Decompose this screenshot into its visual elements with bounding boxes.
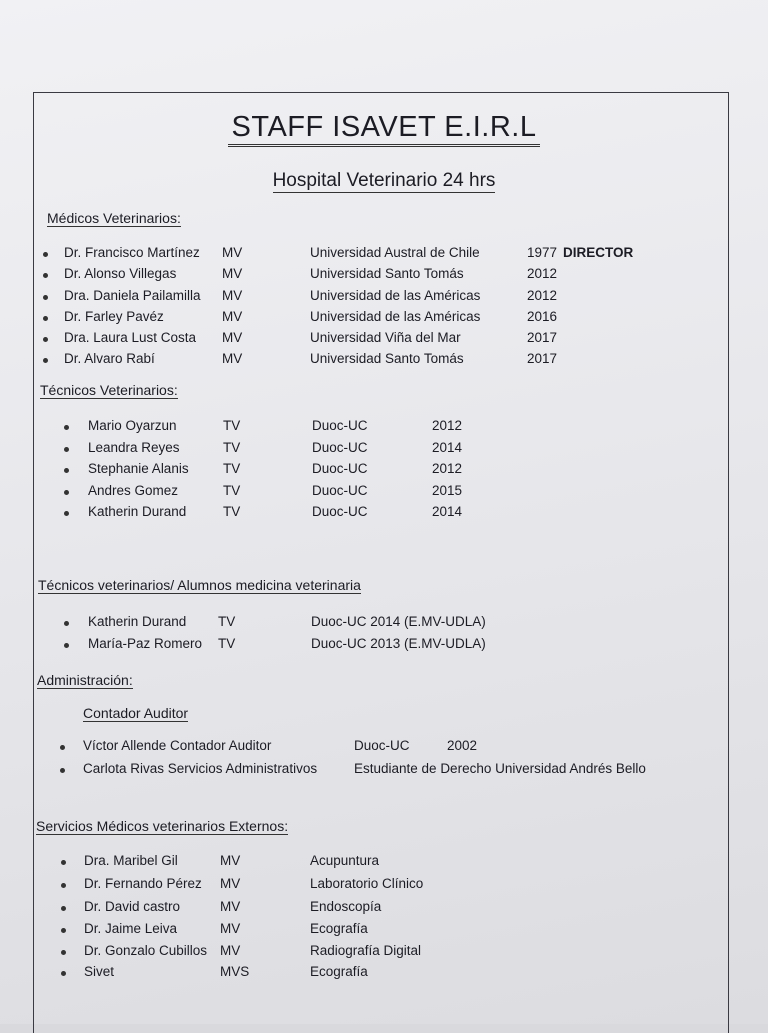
staff-school: Universidad Santo Tomás [310,351,464,366]
staff-school: Universidad Santo Tomás [310,266,464,281]
staff-name: Dr. Fernando Pérez [84,876,202,891]
staff-year: 2014 [432,440,463,455]
bullet-icon [61,906,66,911]
staff-school: Duoc-UC [312,440,368,455]
staff-year: 2014 [432,504,463,519]
staff-name: Dr. Alonso Villegas [64,266,177,281]
staff-title: MV [222,245,243,260]
bullet-icon [64,621,69,626]
subheader-contador-auditor: Contador Auditor [83,705,189,721]
staff-title: TV [223,504,241,519]
staff-service: Ecografía [310,921,368,936]
bullet-icon [61,860,66,865]
staff-name: Katherin Durand [88,504,187,519]
bullet-icon [64,468,69,473]
staff-year: 2012 [527,266,558,281]
staff-detail: Duoc-UC 2014 (E.MV-UDLA) [311,614,486,629]
bullet-icon [43,316,48,321]
staff-title: MV [220,921,241,936]
staff-name: Andres Gomez [88,483,179,498]
staff-year: 2012 [527,288,558,303]
staff-service: Acupuntura [310,853,380,868]
staff-name: Dra. Daniela Pailamilla [64,288,201,303]
staff-name: Carlota Rivas Servicios Administrativos [83,761,318,776]
section-header-medicos: Médicos Veterinarios: [47,210,181,226]
staff-school: Duoc-UC [312,418,368,433]
staff-name: Dr. Alvaro Rabí [64,351,155,366]
staff-name: Dr. Francisco Martínez [64,245,200,260]
staff-detail: Duoc-UC 2013 (E.MV-UDLA) [311,636,486,651]
staff-name: Dra. Laura Lust Costa [64,330,197,345]
staff-school: Duoc-UC [312,504,368,519]
staff-detail: Duoc-UC [354,738,410,753]
staff-name: Sivet [84,964,115,979]
staff-title: TV [218,614,236,629]
staff-title: MV [222,330,243,345]
bullet-icon [43,252,48,257]
staff-year: 2017 [527,351,558,366]
staff-year: 1977 [527,245,558,260]
staff-school: Universidad Viña del Mar [310,330,461,345]
bullet-icon [61,971,66,976]
bullet-icon [60,768,65,773]
bullet-icon [64,643,69,648]
staff-title: MV [220,853,241,868]
staff-year: 2016 [527,309,558,324]
staff-title: MV [222,351,243,366]
document-title: STAFF ISAVET E.I.R.L [0,110,768,147]
bullet-icon [61,928,66,933]
staff-school: Duoc-UC [312,461,368,476]
staff-name: Dr. Farley Pavéz [64,309,164,324]
staff-title: TV [218,636,236,651]
staff-title: MV [222,309,243,324]
staff-service: Radiografía Digital [310,943,422,958]
staff-year: 2015 [432,483,463,498]
staff-name: Dr. David castro [84,899,181,914]
bullet-icon [43,358,48,363]
staff-school: Universidad de las Américas [310,309,481,324]
page-border [33,92,729,1033]
staff-title: MV [222,288,243,303]
staff-year: 2002 [447,738,478,753]
bullet-icon [61,950,66,955]
staff-name: Katherin Durand [88,614,187,629]
bullet-icon [43,337,48,342]
staff-school: Universidad Austral de Chile [310,245,480,260]
bullet-icon [61,883,66,888]
staff-service: Ecografía [310,964,368,979]
staff-name: Leandra Reyes [88,440,180,455]
staff-name: María-Paz Romero [88,636,203,651]
staff-name: Dra. Maribel Gil [84,853,178,868]
bullet-icon [64,447,69,452]
staff-title: TV [223,418,241,433]
bullet-icon [64,425,69,430]
staff-name: Dr. Jaime Leiva [84,921,178,936]
section-header-externos: Servicios Médicos veterinarios Externos: [36,818,289,834]
staff-title: TV [223,440,241,455]
staff-title: MV [220,943,241,958]
bullet-icon [43,273,48,278]
section-header-alumnos: Técnicos veterinarios/ Alumnos medicina veterinaria [38,577,361,593]
staff-title: TV [223,461,241,476]
staff-name: Dr. Gonzalo Cubillos [84,943,208,958]
staff-year: 2012 [432,418,463,433]
staff-detail: Estudiante de Derecho Universidad Andrés Bello [354,761,646,776]
staff-year: 2017 [527,330,558,345]
bullet-icon [43,295,48,300]
staff-title: MV [220,876,241,891]
section-header-tecnicos: Técnicos Veterinarios: [40,382,178,398]
staff-title: TV [223,483,241,498]
staff-school: Universidad de las Américas [310,288,481,303]
staff-school: Duoc-UC [312,483,368,498]
staff-title: MV [222,266,243,281]
document-subtitle: Hospital Veterinario 24 hrs [272,170,496,191]
section-header-administracion: Administración: [37,672,133,688]
staff-name: Víctor Allende Contador Auditor [83,738,272,753]
bullet-icon [60,745,65,750]
staff-service: Endoscopía [310,899,382,914]
staff-name: Mario Oyarzun [88,418,177,433]
staff-title: MVS [220,964,250,979]
staff-name: Stephanie Alanis [88,461,189,476]
bullet-icon [64,490,69,495]
staff-year: 2012 [432,461,463,476]
bullet-icon [64,511,69,516]
staff-title: MV [220,899,241,914]
staff-service: Laboratorio Clínico [310,876,424,891]
staff-note: DIRECTOR [563,245,634,260]
